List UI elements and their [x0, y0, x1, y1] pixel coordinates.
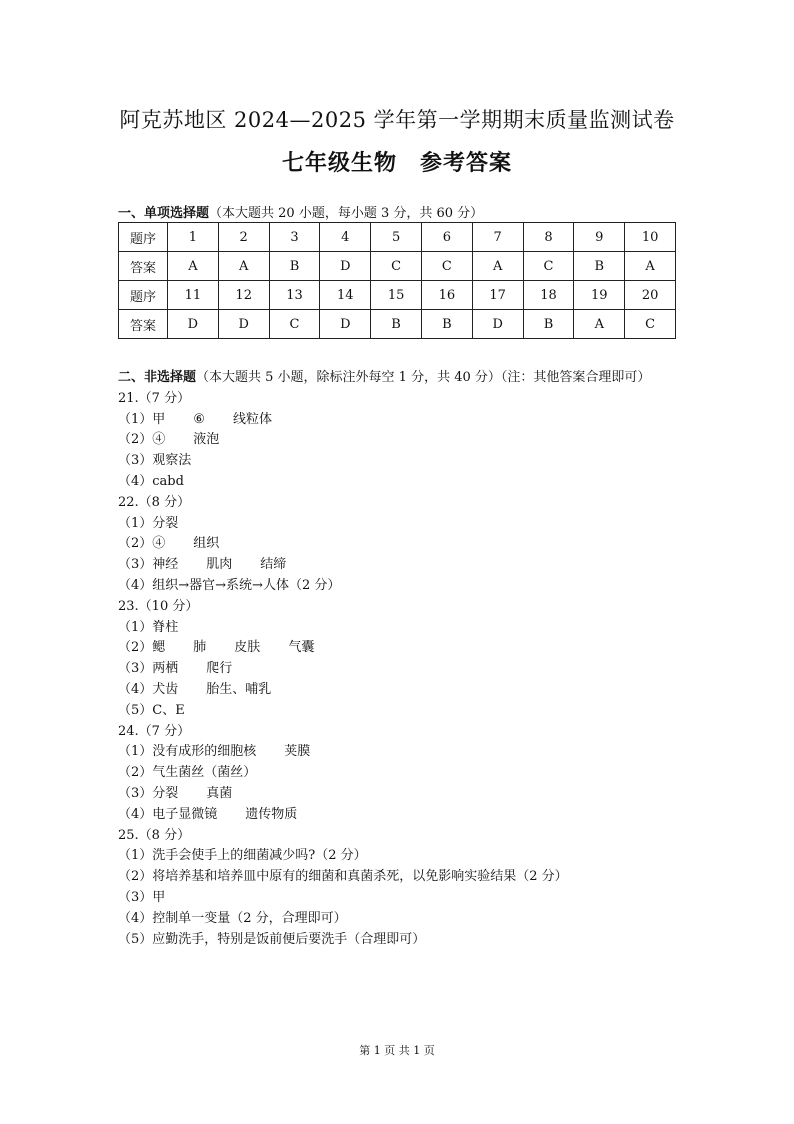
- answer-text: （2）气生菌丝（菌丝）: [118, 765, 257, 781]
- question-header: 21.（7 分）: [118, 390, 191, 406]
- answer-text: 皮肤: [234, 640, 261, 656]
- answer-text: （1）没有成形的细胞核: [118, 744, 257, 760]
- answer-text: 真菌: [206, 785, 233, 801]
- answer-text: 气囊: [288, 640, 315, 656]
- answer-text: （2）④: [118, 536, 166, 552]
- table-cell: B: [421, 310, 472, 339]
- table-cell: 20: [625, 281, 676, 310]
- answer-text: 肺: [193, 640, 207, 656]
- table-row-header: 题序: [119, 223, 168, 252]
- table-row: [119, 223, 676, 252]
- answer-text: （1）脊柱: [118, 619, 179, 635]
- answer-text: （3）神经: [118, 557, 179, 573]
- non-choice-section: [118, 368, 718, 950]
- question-header: 23.（10 分）: [118, 598, 199, 614]
- answer-line: [118, 534, 718, 555]
- table-cell: 19: [574, 281, 625, 310]
- answer-text: 液泡: [193, 432, 220, 448]
- section-1-heading: [118, 202, 483, 221]
- answer-line: [118, 763, 718, 784]
- answer-text: （2）④: [118, 432, 166, 448]
- table-cell: B: [574, 252, 625, 281]
- answer-text: （4）组织→器官→系统→人体（2 分）: [118, 577, 341, 593]
- answer-text: 结缔: [260, 557, 287, 573]
- table-cell: 15: [371, 281, 422, 310]
- table-cell: 8: [523, 223, 574, 252]
- table-cell: C: [371, 252, 422, 281]
- answer-line: [118, 680, 718, 701]
- answer-text: 遗传物质: [245, 806, 298, 822]
- table-cell: 9: [574, 223, 625, 252]
- table-row: [119, 281, 676, 310]
- table-cell: A: [574, 310, 625, 339]
- table-cell: B: [523, 310, 574, 339]
- table-cell: D: [218, 310, 269, 339]
- answer-text: 爬行: [206, 661, 233, 677]
- table-cell: B: [269, 252, 320, 281]
- answer-line: [118, 867, 718, 888]
- answer-text: （2）将培养基和培养皿中原有的细菌和真菌杀死，以免影响实验结果（2 分）: [118, 869, 568, 885]
- answer-line: [118, 555, 718, 576]
- table-cell: A: [472, 252, 523, 281]
- answer-line: [118, 784, 718, 805]
- answer-text: （4）犬齿: [118, 681, 179, 697]
- table-cell: 14: [320, 281, 371, 310]
- answer-text: （1）甲: [118, 411, 166, 427]
- table-row-header: 题序: [119, 281, 168, 310]
- table-cell: 5: [371, 223, 422, 252]
- answer-line: [118, 805, 718, 826]
- table-cell: 16: [421, 281, 472, 310]
- table-row-header: 答案: [119, 252, 168, 281]
- answer-line: [118, 430, 718, 451]
- document-title: 阿克苏地区 2024—2025 学年第一学期期末质量监测试卷: [119, 108, 675, 132]
- answer-text: （5）C、E: [118, 702, 185, 718]
- answer-text: （2）鳃: [118, 640, 166, 656]
- answer-text: 胎生、哺乳: [206, 681, 272, 697]
- answer-line: [118, 909, 718, 930]
- question-header: 25.（8 分）: [118, 827, 191, 843]
- table-row: [119, 310, 676, 339]
- table-cell: C: [523, 252, 574, 281]
- table-cell: B: [371, 310, 422, 339]
- table-cell: 7: [472, 223, 523, 252]
- question-header: 24.（7 分）: [118, 723, 191, 739]
- answer-text: （5）应勤洗手，特别是饭前便后要洗手（合理即可）: [118, 931, 426, 947]
- table-cell: 1: [168, 223, 219, 252]
- section-1-title: 一、单项选择题: [118, 206, 210, 221]
- answer-text: 线粒体: [232, 411, 272, 427]
- answer-text: ⑥: [193, 411, 205, 427]
- page-footer: 第 1 页 共 1 页: [359, 1044, 435, 1057]
- table-cell: A: [218, 252, 269, 281]
- table-cell: 18: [523, 281, 574, 310]
- section-2-note: （本大题共 5 小题，除标注外每空 1 分，共 40 分）（注：其他答案合理即可）: [196, 370, 651, 385]
- answer-line: [118, 451, 718, 472]
- section-2-heading: [118, 368, 718, 389]
- answer-line: [118, 410, 718, 431]
- answer-text: （3）分裂: [118, 785, 179, 801]
- answer-line: [118, 618, 718, 639]
- answer-text: （1）洗手会使手上的细菌减少吗?（2 分）: [118, 848, 367, 864]
- answer-text: 组织: [193, 536, 220, 552]
- answer-text: 肌肉: [206, 557, 233, 573]
- table-cell: A: [625, 252, 676, 281]
- table-cell: C: [421, 252, 472, 281]
- table-cell: 17: [472, 281, 523, 310]
- section-1-note: （本大题共 20 小题，每小题 3 分，共 60 分）: [209, 206, 484, 221]
- table-row-header: 答案: [119, 310, 168, 339]
- answer-line: [118, 514, 718, 535]
- table-cell: C: [269, 310, 320, 339]
- answer-line: [118, 659, 718, 680]
- answer-line: [118, 930, 718, 951]
- answer-text: （3）甲: [118, 889, 166, 905]
- table-cell: 2: [218, 223, 269, 252]
- answer-text: （3）观察法: [118, 453, 192, 469]
- table-cell: 6: [421, 223, 472, 252]
- answer-text: （4）cabd: [118, 473, 184, 489]
- answer-line: [118, 846, 718, 867]
- table-cell: 4: [320, 223, 371, 252]
- answer-text: （1）分裂: [118, 515, 179, 531]
- answer-text: （4）控制单一变量（2 分，合理即可）: [118, 910, 347, 926]
- answer-text: 荚膜: [284, 744, 311, 760]
- answer-text: （4）电子显微镜: [118, 806, 218, 822]
- answer-line: [118, 701, 718, 722]
- answer-line: [118, 576, 718, 597]
- table-row: [119, 252, 676, 281]
- table-cell: D: [168, 310, 219, 339]
- answer-line: [118, 888, 718, 909]
- table-cell: 11: [168, 281, 219, 310]
- document-subtitle: 七年级生物 参考答案: [281, 151, 512, 176]
- answer-text: （3）两栖: [118, 661, 179, 677]
- answer-table: [118, 222, 676, 339]
- table-cell: D: [320, 310, 371, 339]
- table-cell: A: [168, 252, 219, 281]
- question-header: 22.（8 分）: [118, 494, 191, 510]
- table-cell: 3: [269, 223, 320, 252]
- table-cell: 10: [625, 223, 676, 252]
- answer-line: [118, 742, 718, 763]
- table-cell: C: [625, 310, 676, 339]
- table-cell: D: [320, 252, 371, 281]
- table-cell: D: [472, 310, 523, 339]
- question-list: [118, 389, 718, 951]
- answer-line: [118, 472, 718, 493]
- table-cell: 13: [269, 281, 320, 310]
- table-cell: 12: [218, 281, 269, 310]
- section-2-title: 二、非选择题: [118, 370, 197, 385]
- answer-line: [118, 638, 718, 659]
